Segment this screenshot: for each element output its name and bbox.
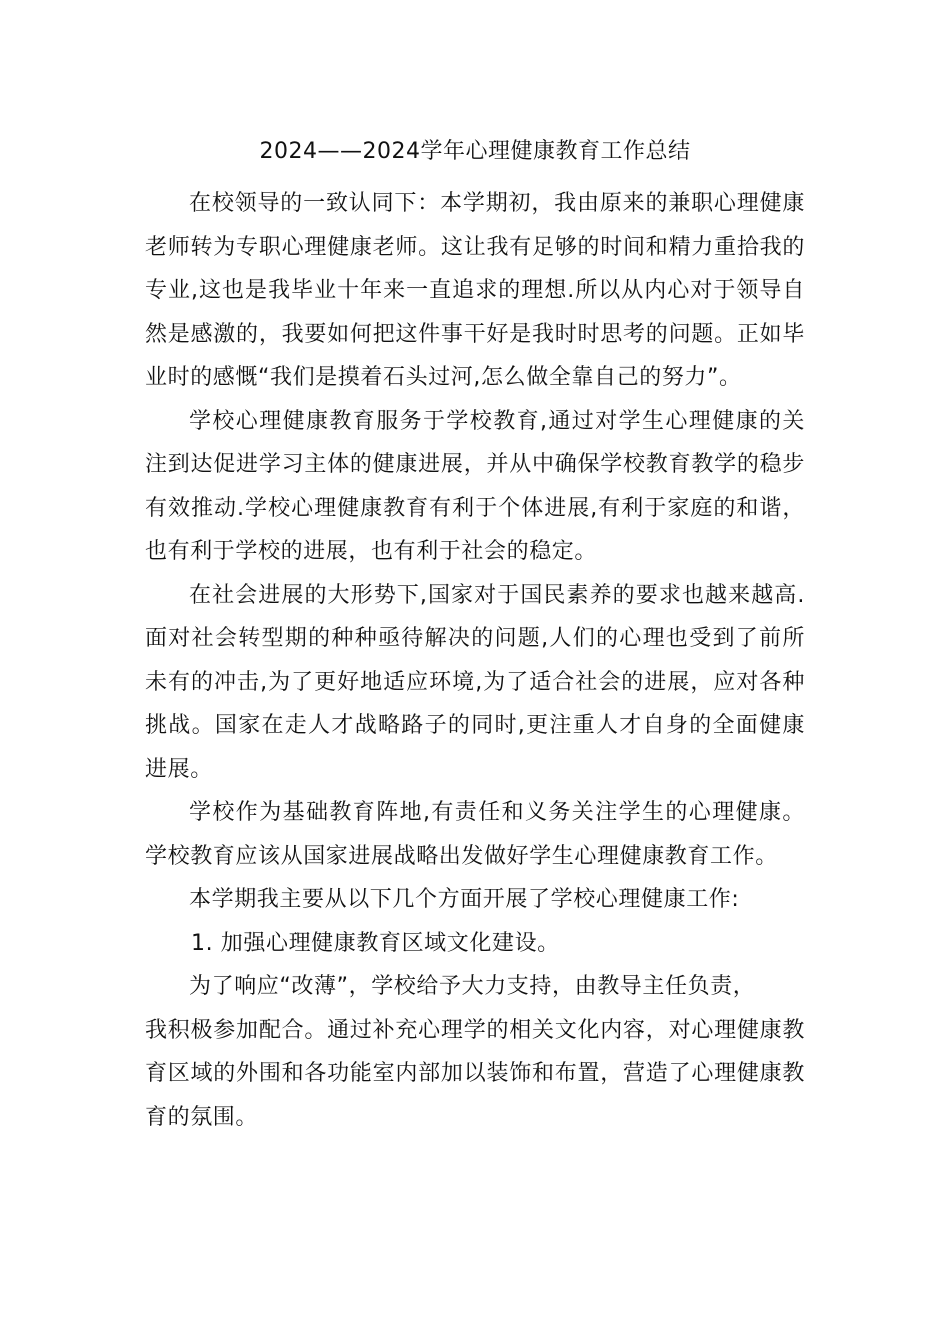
paragraph-6-rest: 我积极参加配合。通过补充心理学的相关文化内容，对心理健康教育区域的外围和各功能室内部加以装饰和布置，营造了心理健康教育的氛围。	[145, 1017, 805, 1130]
paragraph-4: 学校作为基础教育阵地,有责任和义务关注学生的心理健康。学校教育应该从国家进展战略出发做好学生心理健康教育工作。	[145, 800, 805, 869]
list-item-1: 1. 加强心理健康教育区域文化建设。	[191, 930, 560, 956]
document-body	[145, 182, 805, 1139]
paragraph-1: 在校领导的一致认同下：本学期初，我由原来的兼职心理健康老师转为专职心理健康老师。这让我有足够的时间和精力重拾我的专业,这也是我毕业十年来一直追求的理想.所以从内心对于领导自然是感激的，我要如何把这件事干好是我时时思考的问题。正如毕业时的感慨“我们是摸着石头过河,怎么做全靠自己的努力”。	[145, 191, 805, 390]
paragraph-2: 学校心理健康教育服务于学校教育,通过对学生心理健康的关注到达促进学习主体的健康进展，并从中确保学校教育教学的稳步有效推动.学校心理健康教育有利于个体进展,有利于家庭的和谐，也有利于学校的进展，也有利于社会的稳定。	[145, 408, 805, 564]
paragraph-3: 在社会进展的大形势下,国家对于国民素养的要求也越来越高.面对社会转型期的种种亟待解决的问题,人们的心理也受到了前所未有的冲击,为了更好地适应环境,为了适合社会的进展，应对各种挑战。国家在走人才战略路子的同时,更注重人才自身的全面健康进展。	[145, 582, 805, 782]
document-title: 2024——2024学年心理健康教育工作总结	[259, 139, 691, 164]
paragraph-5: 本学期我主要从以下几个方面开展了学校心理健康工作:	[189, 887, 740, 912]
paragraph-6-line-1: 为了响应“改薄”，学校给予大力支持，由教导主任负责，	[189, 974, 756, 999]
